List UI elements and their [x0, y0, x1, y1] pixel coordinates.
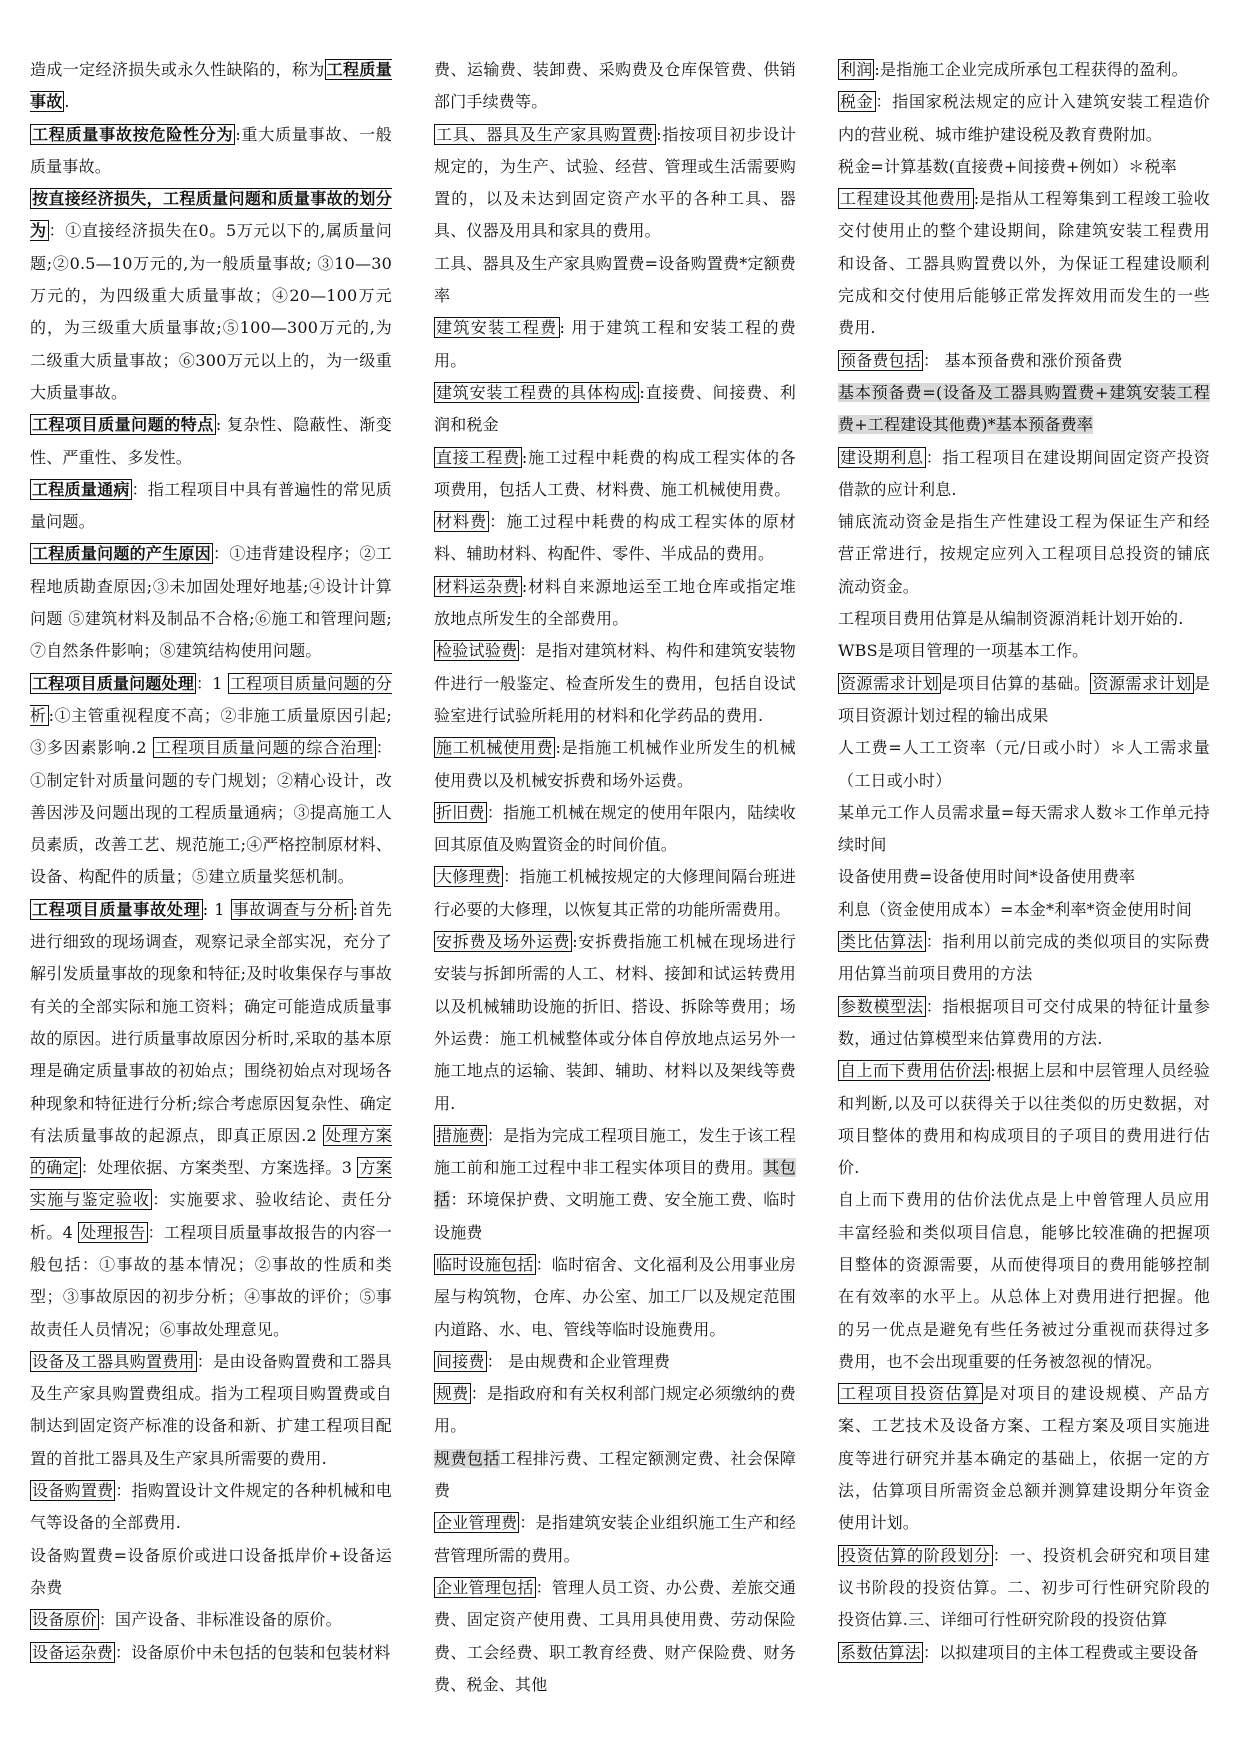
- paragraph: [838, 183, 1210, 344]
- boxed-term: 临时设施包括: [436, 1254, 534, 1274]
- body-text: ：①直接经济损失在0。5万元以下的,属质量问题;②0.5—10万元的,为一般质量事故; ③10—30万元的，为四级重大质量事故；④20—100万元的，为三级重大质量事故;⑤100—300万元的,为二级重大质量事故；⑥300万元以上的，为一级重大质量事故。: [30, 221, 392, 402]
- highlighted-text: 基本预备费=(设备及工器具购置费+建筑安装工程费+工程建设其他费)*基本预备费率: [838, 382, 1210, 435]
- paragraph: [30, 183, 392, 409]
- boxed-term: 建筑安装工程费的具体构成: [436, 382, 638, 402]
- body-text: :直接费、间接费、利润和税金: [434, 382, 796, 435]
- boxed-term: 材料运杂费: [436, 576, 520, 596]
- boxed-term: 工程质量事故: [30, 60, 392, 112]
- body-text: :安拆费指施工机械在现场进行安装与拆卸所需的人工、材料、接卸和试运转费用以及机械辅助设施的折旧、搭设、拆除等费用；场外运费：施工机械整体或分体自停放地点运另外一施工地点的运输、装卸、辅助、材料以及架线等费用.: [434, 932, 796, 1113]
- paragraph: [434, 312, 796, 377]
- body-text: ：指施工机械按规定的大修理间隔台班进行必要的大修理，以恢复其正常的功能所需费用。: [434, 867, 796, 919]
- boxed-term: 企业管理费: [436, 1513, 518, 1533]
- boxed-term: 资源需求计划: [840, 673, 940, 693]
- boxed-term: 大修理费: [436, 867, 502, 887]
- body-text: ：是指为完成工程项目施工，发生于该工程施工前和施工过程中非工程实体项目的费用。: [434, 1125, 796, 1178]
- body-text: ：国产设备、非标准设备的原价。: [98, 1610, 342, 1630]
- boxed-term: 工程项目投资估算: [840, 1384, 981, 1404]
- boxed-term: 间接费: [436, 1351, 485, 1371]
- paragraph: [838, 635, 1210, 667]
- body-text: 人工费=人工工资率（元/日或小时）＊人工需求量（工日或小时）: [838, 738, 1210, 790]
- boxed-term: 设备原价: [32, 1610, 97, 1630]
- paragraph: [30, 668, 392, 894]
- body-text: 设备使用费=设备使用时间*设备使用费率: [838, 867, 1136, 887]
- boxed-term: 直接工程费: [436, 447, 520, 467]
- paragraph: [434, 926, 796, 1120]
- body-text: :是指施工企业完成所承包工程获得的盈利。: [874, 60, 1188, 79]
- boxed-term: 工具、器具及生产家具购置费: [436, 124, 655, 144]
- paragraph: [434, 635, 796, 732]
- body-text: ：一、投资机会研究和项目建议书阶段的投资估算。二、初步可行性研究阶段的投资估算.三、详细可行性研究阶段的投资估算: [838, 1545, 1210, 1630]
- body-text: : 1: [202, 899, 231, 919]
- body-text: ：是指政府和有关权利部门规定必须缴纳的费用。: [434, 1384, 796, 1436]
- boxed-term: 工程质量通病: [32, 479, 130, 499]
- paragraph: [30, 54, 392, 119]
- boxed-term: 工程建设其他费用: [840, 189, 972, 209]
- boxed-term: 事故调查与分析: [232, 899, 351, 919]
- boxed-term: 系数估算法: [840, 1642, 922, 1662]
- body-text: 工程项目费用估算是从编制资源消耗计划开始的.: [838, 609, 1184, 629]
- body-text: ：设备原价中未包括的包装和包装材料: [115, 1642, 391, 1662]
- body-text: ：指购置设计文件规定的各种机械和电气等设备的全部费用.: [30, 1481, 392, 1533]
- body-text: 设备购置费=设备原价或进口设备抵岸价+设备运杂费: [30, 1545, 392, 1597]
- paragraph: [838, 377, 1210, 442]
- paragraph: [434, 54, 796, 119]
- paragraph: [838, 926, 1210, 991]
- paragraph: [838, 1637, 1210, 1669]
- boxed-term: 检验试验费: [436, 641, 518, 661]
- paragraph: [434, 861, 796, 926]
- highlighted-text: 规费包括: [434, 1448, 500, 1468]
- paragraph: [434, 119, 796, 248]
- boxed-term: 安拆费及场外运费: [436, 932, 571, 952]
- paragraph: [434, 1346, 796, 1378]
- text-column-3: [838, 54, 1210, 1669]
- body-text: 自上而下费用的估价法优点是上中曾管理人员应用丰富经验和类似项目信息，能够比较准确的把握项目整体的资源需要，从而使得项目的费用能够控制在有效率的水平上。从总体上对费用进行把握。他的另一优点是避免有些任务被过分重视而获得过多费用，也不会出现重要的任务被忽视的情况。: [838, 1190, 1210, 1371]
- body-text: 铺底流动资金是指生产性建设工程为保证生产和经营正常进行，按规定应列入工程项目总投资的铺底流动资金。: [838, 512, 1210, 596]
- body-text: ：指施工机械在规定的使用年限内，陆续收回其原值及购置资金的时间价值。: [434, 802, 796, 855]
- paragraph: [30, 1346, 392, 1475]
- body-text: : 复杂性、隐蔽性、渐变性、严重性、多发性。: [30, 415, 392, 467]
- boxed-term: 设备购置费: [32, 1481, 114, 1501]
- paragraph: [434, 1507, 796, 1572]
- paragraph: [30, 538, 392, 667]
- boxed-term: 按直接经济损失，工程质量问题和质量事故的划分为: [30, 189, 392, 241]
- paragraph: [434, 1572, 796, 1701]
- body-text: ：①制定针对质量问题的专门规划；②精心设计，改善因涉及问题出现的工程质量通病；③提高施工人员素质，改善工艺、规范施工;④严格控制原材料、设备、构配件的质量；⑤建立质量奖惩机制。: [30, 738, 392, 887]
- boxed-term: 设备运杂费: [32, 1642, 114, 1662]
- body-text: :根据上层和中层管理人员经验和判断,以及可以获得关于以往类似的历史数据，对项目整体的费用和构成项目的子项目的费用进行估价.: [838, 1061, 1210, 1178]
- body-text: ：指根据项目可交付成果的特征计量参数，通过估算模型来估算费用的方法.: [838, 996, 1210, 1048]
- text-column-2: [434, 54, 796, 1701]
- boxed-term: 工程项目质量事故处理: [32, 899, 201, 919]
- boxed-term: 规费: [436, 1384, 469, 1404]
- boxed-term: 工程项目质量问题处理: [32, 673, 195, 693]
- boxed-term: 方案实施与鉴定验收: [30, 1158, 392, 1210]
- boxed-term: 建筑安装工程费: [436, 318, 558, 338]
- body-text: ：处理依据、方案类型、方案选择。3: [80, 1158, 358, 1178]
- paragraph: [838, 1540, 1210, 1637]
- body-text: 工程排污费、工程定额测定费、社会保障费: [434, 1448, 796, 1501]
- paragraph: [434, 377, 796, 442]
- paragraph: [434, 1120, 796, 1249]
- paragraph: [30, 1540, 392, 1605]
- body-text: ：①违背建设程序；②工程地质勘查原因;③未加固处理好地基;④设计计算问题 ⑤建筑材料及制品不合格;⑥施工和管理问题; ⑦自然条件影响；⑧建筑结构使用问题。: [30, 544, 393, 661]
- body-text: :重大质量事故、一般质量事故。: [30, 124, 392, 176]
- paragraph: [838, 1055, 1210, 1184]
- paragraph: [838, 1184, 1210, 1378]
- body-text: 某单元工作人员需求量=每天需求人数＊工作单元持续时间: [838, 802, 1210, 855]
- body-text: ：工程项目质量事故报告的内容一般包括：①事故的基本情况；②事故的性质和类型；③事故原因的初步分析；④事故的评价；⑤事故责任人员情况；⑥事故处理意见。: [30, 1222, 392, 1339]
- paragraph: [838, 991, 1210, 1056]
- boxed-term: 措施费: [436, 1125, 485, 1145]
- paragraph: [838, 345, 1210, 377]
- boxed-term: 参数模型法: [840, 996, 924, 1016]
- boxed-term: 企业管理包括: [436, 1577, 534, 1597]
- boxed-term: 类比估算法: [840, 932, 924, 952]
- boxed-term: 处理报告: [80, 1222, 146, 1242]
- text-column-1: [30, 54, 392, 1669]
- paragraph: [434, 248, 796, 313]
- body-text: :指按项目初步设计规定的，为生产、试验、经营、管理或生活需要购置的，以及未达到固定资产水平的各种工具、器具、仪器及用具和家具的费用。: [434, 124, 796, 241]
- boxed-term: 税金: [840, 92, 874, 112]
- boxed-term: 工程项目质量问题的综合治理: [154, 738, 374, 758]
- body-text: ：施工过程中耗费的构成工程实体的原材料、辅助材料、构配件、零件、半成品的费用。: [434, 512, 796, 564]
- body-text: :是指从工程筹集到工程竣工验收交付使用止的整个建设期间，除建筑安装工程费用和设备、工器具购置费以外，为保证工程建设顺利完成和交付使用后能够正常发挥效用而发生的一些费用.: [838, 189, 1210, 338]
- body-text: ： 基本预备费和涨价预备费: [923, 350, 1123, 370]
- paragraph: [838, 151, 1210, 183]
- body-text: ：实施要求、验收结论、责任分析。4: [30, 1190, 392, 1242]
- paragraph: [30, 1637, 392, 1669]
- body-text: ：以拟建项目的主体工程费或主要设备: [923, 1642, 1199, 1662]
- body-text: ：是指对建筑材料、构件和建筑安装物件进行一般鉴定、检查所发生的费用，包括自设试验室进行试验所耗用的材料和化学药品的费用.: [434, 641, 796, 725]
- body-text: ：指利用以前完成的类似项目的实际费用估算当前项目费用的方法: [838, 932, 1210, 984]
- paragraph: [838, 1378, 1210, 1539]
- body-text: ：临时宿舍、文化福利及公用事业房屋与构筑物，仓库、办公室、加工厂以及规定范围内道路、水、电、管线等临时设施费用。: [434, 1254, 796, 1339]
- body-text: 税金=计算基数(直接费+间接费+例如）＊税率: [838, 156, 1177, 176]
- body-text: 利息（资金使用成本）=本金*利率*资金使用时间: [838, 899, 1193, 919]
- paragraph: [434, 732, 796, 797]
- paragraph: [838, 86, 1210, 151]
- body-text: 工具、器具及生产家具购置费=设备购置费*定额费率: [434, 253, 797, 306]
- paragraph: [30, 409, 392, 474]
- boxed-term: 预备费包括: [840, 350, 922, 370]
- boxed-term: 自上而下费用估价法: [840, 1061, 989, 1081]
- body-text: ：1: [196, 673, 228, 693]
- paragraph: [434, 797, 796, 862]
- paragraph: [838, 54, 1210, 86]
- paragraph: [30, 1604, 392, 1636]
- body-text: WBS是项目管理的一项基本工作。: [838, 641, 1089, 661]
- paragraph: [30, 119, 392, 184]
- boxed-term: 工程质量问题的产生原因: [32, 544, 212, 564]
- body-text: 费、运输费、装卸费、采购费及仓库保管费、供销部门手续费等。: [434, 60, 796, 112]
- paragraph: [30, 894, 392, 1346]
- boxed-term: 处理方案的确定: [30, 1125, 392, 1178]
- highlighted-text: 其包括: [434, 1158, 796, 1210]
- paragraph: [838, 668, 1210, 733]
- paragraph: [434, 1249, 796, 1346]
- body-text: .: [64, 92, 70, 112]
- boxed-term: 利润: [840, 60, 873, 79]
- body-text: 是项目资源计划过程的输出成果: [838, 673, 1211, 725]
- paragraph: [838, 894, 1210, 926]
- paragraph: [838, 603, 1210, 635]
- body-text: 是对项目的建设规模、产品方案、工艺技术及设备方案、工程方案及项目实施进度等进行研究并基本确定的基础上，依据一定的方法，估算项目所需资金总额并测算建设期分年资金使用计划。: [838, 1384, 1210, 1533]
- paragraph: [434, 1443, 796, 1508]
- paragraph: [838, 861, 1210, 893]
- boxed-term: 建设期利息: [840, 447, 924, 467]
- body-text: ：管理人员工资、办公费、差旅交通费、固定资产使用费、工具用具使用费、劳动保险费、工会经费、职工教育经费、财产保险费、财务费、税金、其他: [434, 1577, 796, 1694]
- paragraph: [838, 442, 1210, 507]
- body-text: :是指施工机械作业所发生的机械使用费以及机械安拆费和场外运费。: [434, 738, 796, 790]
- boxed-term: 施工机械使用费: [436, 738, 554, 758]
- body-text: ：是指建筑安装企业组织施工生产和经营管理所需的费用。: [434, 1513, 796, 1565]
- body-text: :施工过程中耗费的构成工程实体的各项费用，包括人工费、材料费、施工机械使用费。: [434, 447, 796, 499]
- body-text: : 用于建筑工程和安装工程的费用。: [434, 318, 796, 370]
- boxed-term: 设备及工器具购置费用: [32, 1351, 195, 1371]
- paragraph: [434, 571, 796, 636]
- paragraph: [838, 732, 1210, 797]
- body-text: :①主管重视程度不高；②非施工质量原因引起; ③多因素影响.2: [30, 705, 392, 758]
- boxed-term: 资源需求计划: [1092, 673, 1192, 693]
- boxed-term: 工程项目质量问题的特点: [32, 415, 214, 435]
- boxed-term: 材料费: [436, 512, 488, 532]
- body-text: ：指国家税法规定的应计入建筑安装工程造价内的营业税、城市维护建设税及教育费附加。: [838, 92, 1210, 144]
- body-text: ：是由设备购置费和工器具及生产家具购置费组成。指为工程项目购置费或自制达到固定资产标准的设备和新、扩建工程项目配置的首批工器具及生产家具所需要的费用.: [30, 1351, 392, 1468]
- paragraph: [434, 506, 796, 571]
- body-text: 是项目估算的基础。: [941, 673, 1091, 693]
- body-text: :材料自来源地运至工地仓库或指定堆放地点所发生的全部费用。: [434, 576, 796, 629]
- paragraph: [434, 1378, 796, 1443]
- paragraph: [838, 506, 1210, 603]
- paragraph: [434, 442, 796, 507]
- boxed-term: 工程项目质量问题的分析: [30, 673, 392, 725]
- body-text: ：环境保护费、文明施工费、安全施工费、临时设施费: [434, 1190, 796, 1242]
- body-text: ：指工程项目中具有普遍性的常见质量问题。: [30, 479, 392, 532]
- paragraph: [838, 797, 1210, 862]
- paragraph: [30, 1475, 392, 1540]
- boxed-term: 投资估算的阶段划分: [840, 1545, 991, 1565]
- boxed-term: 折旧费: [436, 802, 485, 822]
- paragraph: [30, 474, 392, 539]
- body-text: ：指工程项目在建设期间固定资产投资借款的应计利息.: [838, 447, 1210, 499]
- body-text: ： 是由规费和企业管理费: [486, 1351, 671, 1371]
- boxed-term: 工程质量事故按危险性分为: [32, 124, 234, 144]
- body-text: 造成一定经济损失或永久性缺陷的，称为: [30, 60, 325, 79]
- body-text: :首先进行细致的现场调查，观察记录全部实况，充分了解引发质量事故的现象和特征;及时收集保存与事故有关的全部实际和施工资料；确定可能造成质量事故的原因。进行质量事故原因分析时,采取的基本原理是确定质量事故的初始点；围绕初始点对现场各种现象和特征进行分析;综合考虑原因复杂性、确定有法质量事故的起源点，即真正原因.2: [30, 899, 392, 1145]
